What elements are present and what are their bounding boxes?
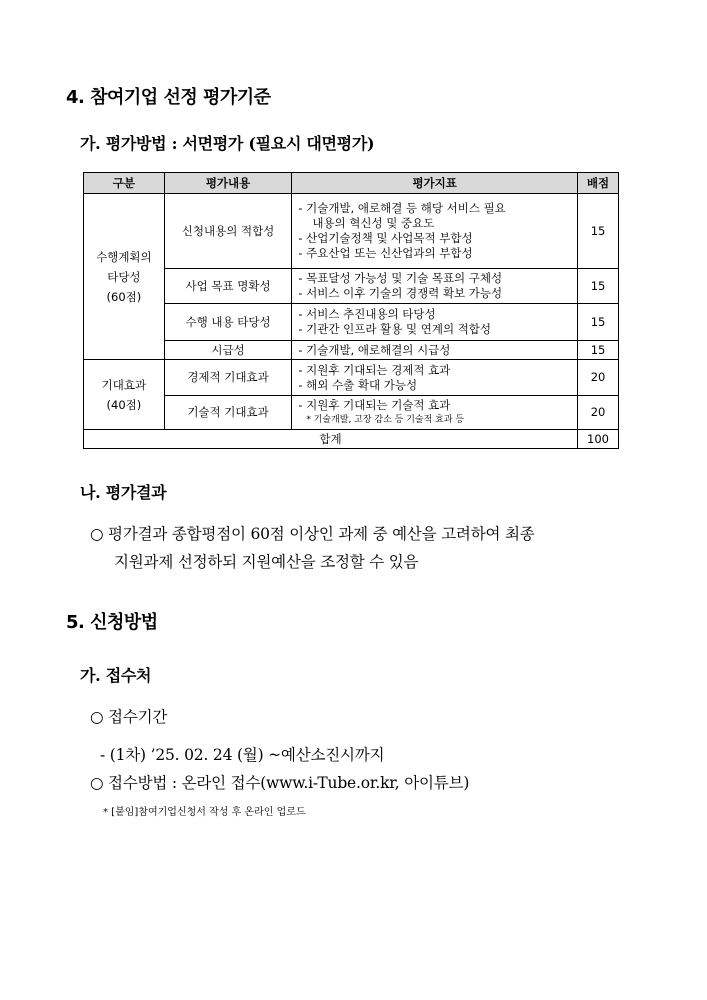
table-row — [84, 360, 619, 396]
reception-method: ○ 접수방법 : 온라인 접수(www.i-Tube.or.kr, 아이튜브) — [90, 774, 470, 792]
total-score: 100 — [578, 430, 619, 449]
row-indicators — [292, 269, 578, 304]
section-5-title: 5. 신청방법 — [66, 612, 158, 633]
indicator-note: * 기술개발, 고장 감소 등 기술적 효과 등 — [306, 414, 465, 425]
table-row — [84, 341, 619, 360]
evaluation-result-heading: 나. 평가결과 — [80, 483, 167, 502]
row-indicators — [292, 396, 578, 430]
indicator-line: 내용의 혁신성 및 중요도 — [312, 216, 435, 230]
indicator-line: - 서비스 추진내용의 타당성 — [298, 307, 436, 321]
row-content: 기술적 기대효과 — [164, 396, 292, 430]
row-score: 20 — [578, 360, 619, 396]
indicator-line: - 기술개발, 애로해결 등 해당 서비스 필요 — [298, 201, 506, 215]
indicator-line: - 목표달성 가능성 및 기술 목표의 구체성 — [298, 271, 503, 285]
table-row — [84, 194, 619, 269]
row-score: 15 — [578, 269, 619, 304]
indicator-line: - 기술개발, 애로해결의 시급성 — [298, 342, 451, 357]
row-indicators — [292, 194, 578, 269]
row-indicators — [292, 341, 578, 360]
table-row — [84, 396, 619, 430]
row-content: 수행 내용 타당성 — [164, 304, 292, 341]
table-header-row — [84, 173, 619, 194]
indicator-line: - 지원후 기대되는 기술적 효과 — [298, 397, 451, 412]
section-4-title: 4. 참여기업 선정 평가기준 — [66, 87, 271, 108]
upload-note: * [붙임]참여기업신청서 작성 후 온라인 업로드 — [103, 807, 306, 818]
row-score: 15 — [578, 194, 619, 269]
total-label: 합계 — [84, 430, 578, 449]
evaluation-result-line-2: 지원과제 선정하되 지원예산을 조정할 수 있음 — [114, 553, 419, 571]
reception-heading: 가. 접수처 — [80, 666, 152, 685]
row-content: 경제적 기대효과 — [164, 360, 292, 396]
header-score: 배점 — [578, 173, 619, 194]
table-row — [84, 269, 619, 304]
indicator-line: - 서비스 이후 기술의 경쟁력 확보 가능성 — [298, 286, 503, 300]
indicator-line: - 기관간 인프라 활용 및 연계의 적합성 — [298, 322, 492, 336]
evaluation-result-line-1: ○ 평가결과 종합평점이 60점 이상인 과제 중 예산을 고려하여 최종 — [90, 525, 535, 543]
row-indicators — [292, 304, 578, 341]
row-content: 사업 목표 명확성 — [164, 269, 292, 304]
group-plan-validity: 수행계획의 타당성 (60점) — [84, 194, 165, 360]
evaluation-method-heading: 가. 평가방법 : 서면평가 (필요시 대면평가) — [80, 134, 375, 153]
row-score: 15 — [578, 341, 619, 360]
indicator-line: - 지원후 기대되는 경제적 효과 — [298, 362, 451, 377]
row-score: 15 — [578, 304, 619, 341]
reception-period-detail: - (1차) ’25. 02. 24 (월) ~예산소진시까지 — [100, 746, 385, 764]
header-category: 구분 — [84, 173, 165, 194]
row-score: 20 — [578, 396, 619, 430]
row-indicators — [292, 360, 578, 396]
header-indicator: 평가지표 — [292, 173, 578, 194]
table-row — [84, 304, 619, 341]
indicator-line: - 해외 수출 확대 가능성 — [298, 377, 418, 392]
header-content: 평가내용 — [164, 173, 292, 194]
row-content: 시급성 — [164, 341, 292, 360]
evaluation-criteria-table — [83, 172, 619, 449]
table-total-row — [84, 430, 619, 449]
indicator-line: - 주요산업 또는 신산업과의 부합성 — [298, 246, 473, 260]
group-expected-effect: 기대효과 (40점) — [84, 360, 165, 430]
reception-period-label: ○ 접수기간 — [90, 708, 168, 726]
row-content: 신청내용의 적합성 — [164, 194, 292, 269]
indicator-line: - 산업기술정책 및 사업목적 부합성 — [298, 231, 473, 245]
